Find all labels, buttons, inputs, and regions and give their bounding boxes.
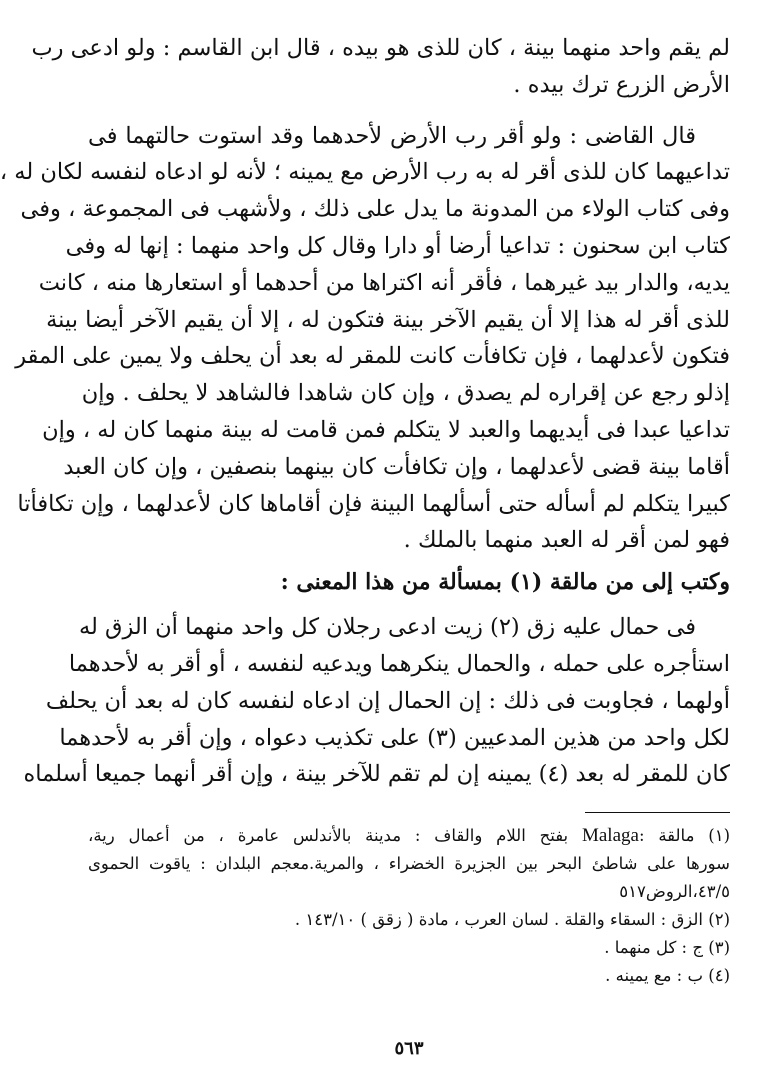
text-line: استأجره على حمله ، والحمال ينكرهما ويدعيه لنفسه ، أو أقر به لأحدهما (68, 650, 730, 677)
text-line: وفى كتاب الولاء من المدونة ما يدل على ذلك ، ولأشهب فى المجموعة ، وفى (20, 196, 730, 223)
paragraph-2 (0, 118, 730, 560)
footnote-line (88, 822, 730, 850)
text-line: فى حمال عليه زق (٢) زيت ادعى رجلان كل واحد منهما أن الزق له (78, 614, 696, 641)
text-line: أقاما بينة قضى لأعدلهما ، وإن تكافأت كان بينهما بنصفين ، وإن كان العبد (63, 453, 730, 480)
footnote-1 (88, 822, 730, 906)
text-line: كتاب ابن سحنون : تداعيا أرضا أو دارا وقال كل واحد منهما : إنها له وفى (65, 232, 730, 259)
main-text (0, 30, 730, 793)
footnotes (88, 822, 730, 990)
text-line: تداعيهما كان للذى أقر له به رب الأرض مع يمينه ؛ لأنه لو ادعاه لنفسه لكان له ، (0, 159, 730, 186)
book-page (0, 30, 730, 1060)
footnote-text: بفتح اللام والقاف : مدينة بالأندلس عامرة ، من أعمال رية، (88, 826, 569, 845)
paragraph-3 (23, 609, 730, 793)
text-line: إذلو رجع عن إقراره لم يصدق ، وإن كان شاهدا فالشاهد لا يحلف . وإن (81, 380, 730, 407)
footnote-line: سورها على شاطئ البحر بين الجزيرة الخضراء ، والمرية.معجم البلدان : ياقوت الحموى (88, 854, 730, 873)
footnote-marker: (١) مالقة : (638, 826, 730, 845)
text-line: للذى أقر له هذا إلا أن يقيم الآخر بينة فتكون له ، إلا أن يقيم الآخر أيضا بينة (46, 306, 730, 333)
section-heading: وكتب إلى من مالقة (١) بمسألة من هذا المعنى : (280, 569, 730, 596)
footnote-3: (٣) ج : كل منهما . (604, 938, 730, 957)
text-line: فتكون لأعدلهما ، فإن تكافأت كانت للمقر له بعد أن يحلف ولا يمين على المقر (15, 343, 730, 370)
text-line: لم يقم واحد منهما بينة ، كان للذى هو بيده ، قال ابن القاسم : ولو ادعى رب (31, 35, 730, 61)
paragraph-gap (88, 104, 730, 118)
latin-term: Malaga (581, 825, 639, 846)
text-line: يديه، والدار بيد غيرهما ، فأقر أنه اكتراها من أحدهما أو استعارها منه ، كانت (38, 269, 730, 296)
text-line: كان للمقر له بعد (٤) يمينه إن لم تقم للآخر بينة ، وإن أقر أنهما جميعا أسلماه (23, 761, 730, 788)
text-line: تداعيا عبدا فى أيديهما والعبد لا يتكلم فمن قامت له بينة منهما كان له ، وإن (42, 416, 730, 443)
footnote-separator (585, 812, 730, 813)
text-line: الأرض الزرع ترك بيده . (513, 71, 730, 98)
footnote-line: ٤٣/٥،الروض٥١٧ (619, 882, 730, 901)
footnote-2: (٢) الزق : السقاء والقلة . لسان العرب ، مادة ( زقق ) ١٤٣/١٠ . (294, 910, 730, 929)
page-number: ٥٦٣ (394, 1038, 424, 1059)
text-line: قال القاضى : ولو أقر رب الأرض لأحدهما وقد استوت حالتهما فى (88, 122, 696, 149)
footnote-4: (٤) ب : مع يمينه . (605, 966, 730, 985)
text-line: فهو لمن أقر له العبد منهما بالملك . (403, 527, 730, 554)
text-line: أولهما ، فجاوبت فى ذلك : إن الحمال إن ادعاه لنفسه كان له بعد أن يحلف (45, 687, 730, 714)
text-line: لكل واحد من هذين المدعيين (٣) على تكذيب دعواه ، وإن أقر به لأحدهما (59, 724, 730, 751)
text-line: كبيرا يتكلم لم أسأله حتى أسألهما البينة فإن أقاماها كان لأعدلهما ، وإن تكافأتا (17, 490, 730, 517)
paragraph-1 (31, 30, 730, 104)
